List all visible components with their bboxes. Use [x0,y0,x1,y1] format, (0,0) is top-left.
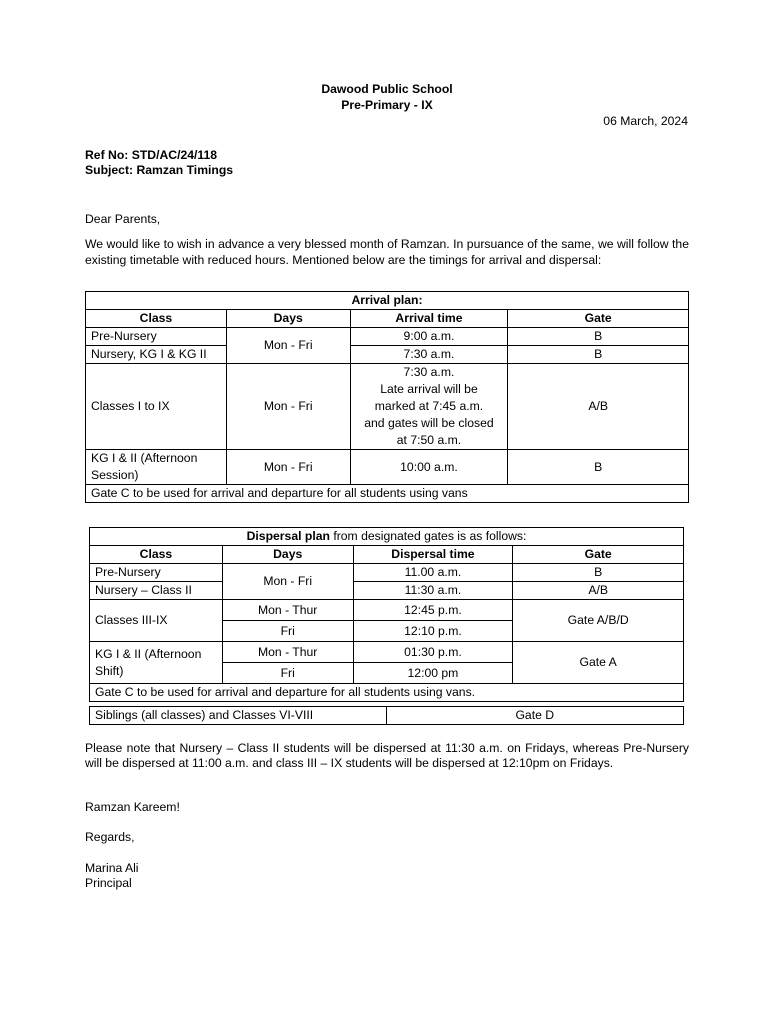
dispersal-time-cell: 11.00 a.m. [353,564,513,582]
arrival-gate-cell: B [508,450,689,485]
dispersal-time-cell: 12:10 p.m. [353,621,513,642]
dispersal-days-cell: Fri [222,663,353,684]
table-row [86,364,689,450]
arrival-time-cell: 9:00 a.m. [350,328,508,346]
dispersal-days-cell: Fri [222,621,353,642]
arrival-class-cell: Classes I to IX [86,364,227,450]
arrival-class-cell: Nursery, KG I & KG II [86,346,227,364]
subject-line: Subject: Ramzan Timings [85,163,234,177]
note-paragraph: Please note that Nursery – Class II students will be dispersed at 11:30 a.m. on Fridays, whereas Pre-Nursery will be dispersed at 11:00 a.m. and class III – IX students will be dispersed at 12:10pm on Fridays. [85,741,689,770]
siblings-label: Siblings (all classes) and Classes VI-VIII [90,707,387,725]
dispersal-footer: Gate C to be used for arrival and departure for all students using vans. [90,684,684,702]
dispersal-gate-cell: Gate A [513,642,684,684]
signatory-title: Principal [85,876,132,890]
signatory-name: Marina Ali [85,861,139,875]
siblings-gate: Gate D [386,707,683,725]
arrival-gate-cell: B [508,328,689,346]
letter-date: 06 March, 2024 [603,114,688,128]
arrival-title: Arrival plan: [86,292,689,310]
table-row [90,582,684,600]
dispersal-class-cell: Nursery – Class II [90,582,223,600]
dispersal-header-class: Class [90,546,223,564]
arrival-table [85,291,689,503]
table-row [86,450,689,485]
arrival-footer: Gate C to be used for arrival and departure for all students using vans [86,485,689,503]
dispersal-class-line: KG I & II (Afternoon [95,646,202,661]
arrival-time-line: 7:30 a.m. [403,365,455,379]
dispersal-gate-cell: B [513,564,684,582]
arrival-time-line: at 7:50 a.m. [396,433,462,447]
closing-greeting: Ramzan Kareem! [85,800,180,814]
dispersal-days-cell: Mon - Fri [222,564,353,600]
dispersal-days-cell: Mon - Thur [222,600,353,621]
arrival-header-time: Arrival time [350,310,508,328]
arrival-time-cell: 7:30 a.m. [350,346,508,364]
table-row [90,707,684,725]
dispersal-header-days: Days [222,546,353,564]
table-row [90,564,684,582]
arrival-class-line: KG I & II (Afternoon [91,451,198,465]
regards: Regards, [85,830,135,844]
arrival-header-row [86,310,689,328]
dispersal-time-cell: 12:00 pm [353,663,513,684]
dispersal-header-row [90,546,684,564]
dispersal-gate-cell: A/B [513,582,684,600]
arrival-class-cell [86,450,227,485]
arrival-days-cell: Mon - Fri [226,364,350,450]
arrival-time-line: and gates will be closed [364,416,494,430]
dispersal-class-cell: Pre-Nursery [90,564,223,582]
arrival-header-days: Days [226,310,350,328]
arrival-time-cell: 10:00 a.m. [350,450,508,485]
siblings-table [89,706,684,725]
intro-paragraph: We would like to wish in advance a very blessed month of Ramzan. In pursuance of the same, we will follow the existing timetable with reduced hours. Mentioned below are the timings for arrival and dispersal: [85,237,689,267]
dispersal-footer-row [90,684,684,702]
arrival-time-line: marked at 7:45 a.m. [374,399,484,413]
arrival-header-class: Class [86,310,227,328]
ref-number: Ref No: STD/AC/24/118 [85,148,218,162]
dispersal-class-cell [90,642,223,684]
dispersal-title [90,528,684,546]
salutation: Dear Parents, [85,212,161,226]
dispersal-header-time: Dispersal time [353,546,513,564]
dispersal-time-cell: 11:30 a.m. [353,582,513,600]
arrival-class-line: Session) [91,468,139,482]
table-row [86,346,689,364]
arrival-gate-cell: B [508,346,689,364]
dispersal-time-cell: 01:30 p.m. [353,642,513,663]
arrival-days-cell: Mon - Fri [226,450,350,485]
dispersal-title-rest: from designated gates is as follows: [329,529,527,543]
table-row [90,642,684,663]
school-section: Pre-Primary - IX [341,98,433,112]
dispersal-title-bold: Dispersal plan [246,529,330,543]
arrival-header-gate: Gate [508,310,689,328]
arrival-class-cell: Pre-Nursery [86,328,227,346]
table-row [86,328,689,346]
arrival-gate-cell: A/B [508,364,689,450]
school-name: Dawood Public School [321,82,453,96]
arrival-time-line: Late arrival will be [380,382,478,396]
dispersal-days-cell: Mon - Thur [222,642,353,663]
arrival-time-cell [350,364,508,450]
dispersal-gate-cell: Gate A/B/D [513,600,684,642]
arrival-days-cell: Mon - Fri [226,328,350,364]
arrival-footer-row [86,485,689,503]
dispersal-table [89,527,684,702]
arrival-title-row [86,292,689,310]
dispersal-class-cell: Classes III-IX [90,600,223,642]
dispersal-time-cell: 12:45 p.m. [353,600,513,621]
dispersal-header-gate: Gate [513,546,684,564]
table-row [90,600,684,621]
dispersal-class-line: Shift) [95,663,124,678]
dispersal-title-row [90,528,684,546]
